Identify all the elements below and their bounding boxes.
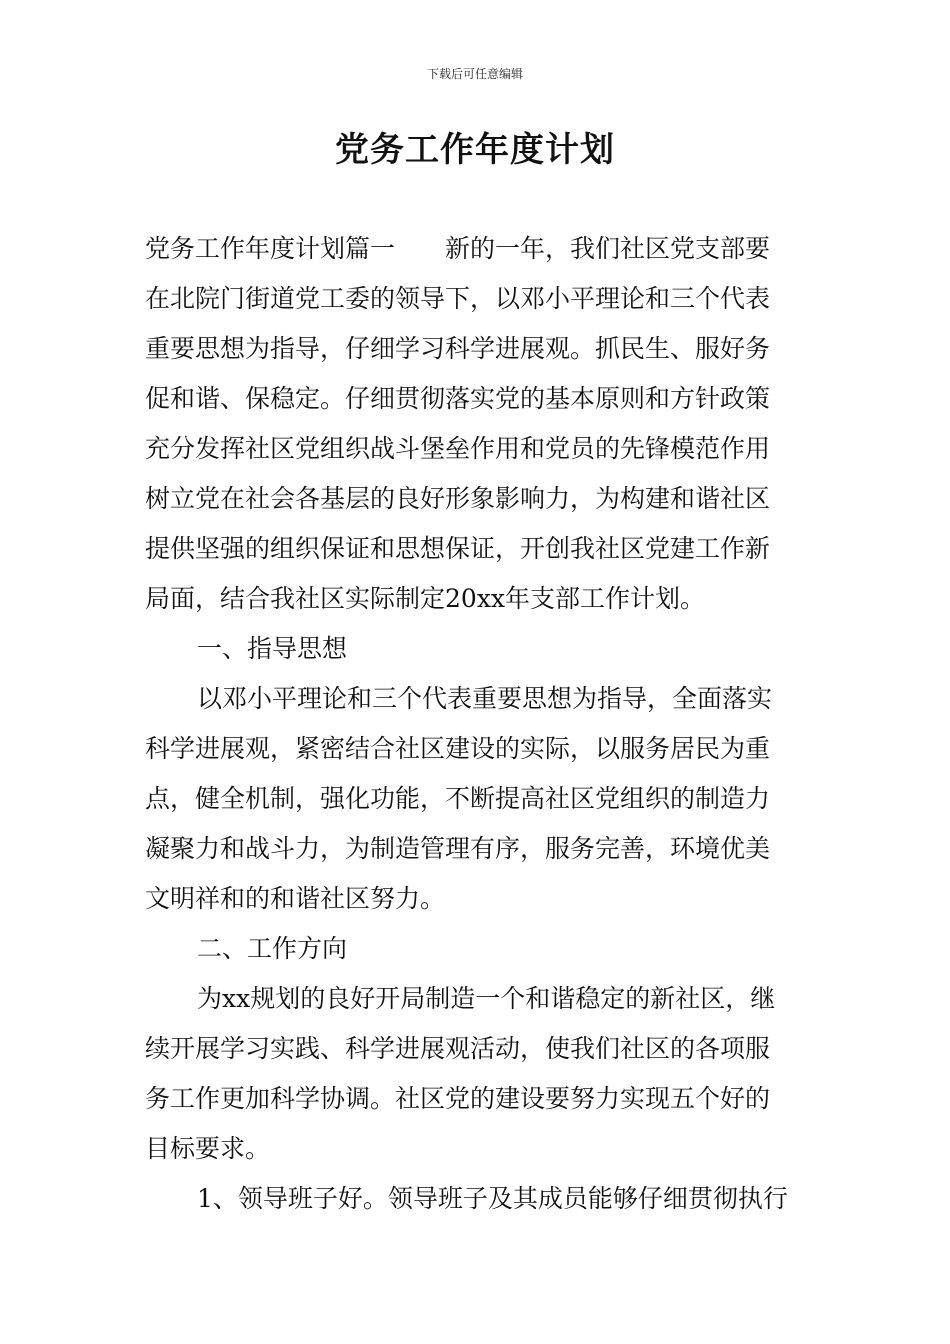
body-line: 提供坚强的组织保证和思想保证，开创我社区党建工作新 xyxy=(145,534,771,563)
body-text xyxy=(145,228,807,1228)
section-heading-guiding-thought: 一、指导思想 xyxy=(197,634,348,663)
body-line: 续开展学习实践、科学进展观活动，使我们社区的各项服 xyxy=(145,1034,771,1063)
body-line: 重要思想为指导，仔细学习科学进展观。抓民生、服好务 xyxy=(145,334,771,363)
document-title: 党务工作年度计划 xyxy=(335,130,615,170)
body-line: 充分发挥社区党组织战斗堡垒作用和党员的先锋模范作用 xyxy=(145,434,771,463)
body-line: 树立党在社会各基层的良好形象影响力，为构建和谐社区 xyxy=(145,484,771,513)
body-line: 为xx规划的良好开局制造一个和谐稳定的新社区，继 xyxy=(197,984,776,1013)
body-line: 凝聚力和战斗力，为制造管理有序，服务完善，环境优美 xyxy=(145,834,771,863)
body-line: 点，健全机制，强化功能，不断提高社区党组织的制造力 xyxy=(145,784,771,813)
body-line: 目标要求。 xyxy=(145,1134,271,1163)
header-note: 下载后可任意编辑 xyxy=(426,67,523,81)
section-heading-work-direction: 二、工作方向 xyxy=(197,934,348,963)
body-line: 局面，结合我社区实际制定20xx年支部工作计划。 xyxy=(145,584,706,613)
body-line: 文明祥和的和谐社区努力。 xyxy=(145,884,446,913)
body-line: 促和谐、保稳定。仔细贯彻落实党的基本原则和方针政策 xyxy=(145,384,771,413)
body-line: 务工作更加科学协调。社区党的建设要努力实现五个好的 xyxy=(145,1084,771,1113)
body-line: 以邓小平理论和三个代表重要思想为指导，全面落实 xyxy=(197,684,773,713)
body-line: 党务工作年度计划篇一 新的一年，我们社区党支部要 xyxy=(145,234,771,263)
body-line: 在北院门街道党工委的领导下，以邓小平理论和三个代表 xyxy=(145,284,771,313)
list-item-line: 1、领导班子好。领导班子及其成员能够仔细贯彻执行 xyxy=(197,1184,788,1213)
body-line: 科学进展观，紧密结合社区建设的实际，以服务居民为重 xyxy=(145,734,771,763)
